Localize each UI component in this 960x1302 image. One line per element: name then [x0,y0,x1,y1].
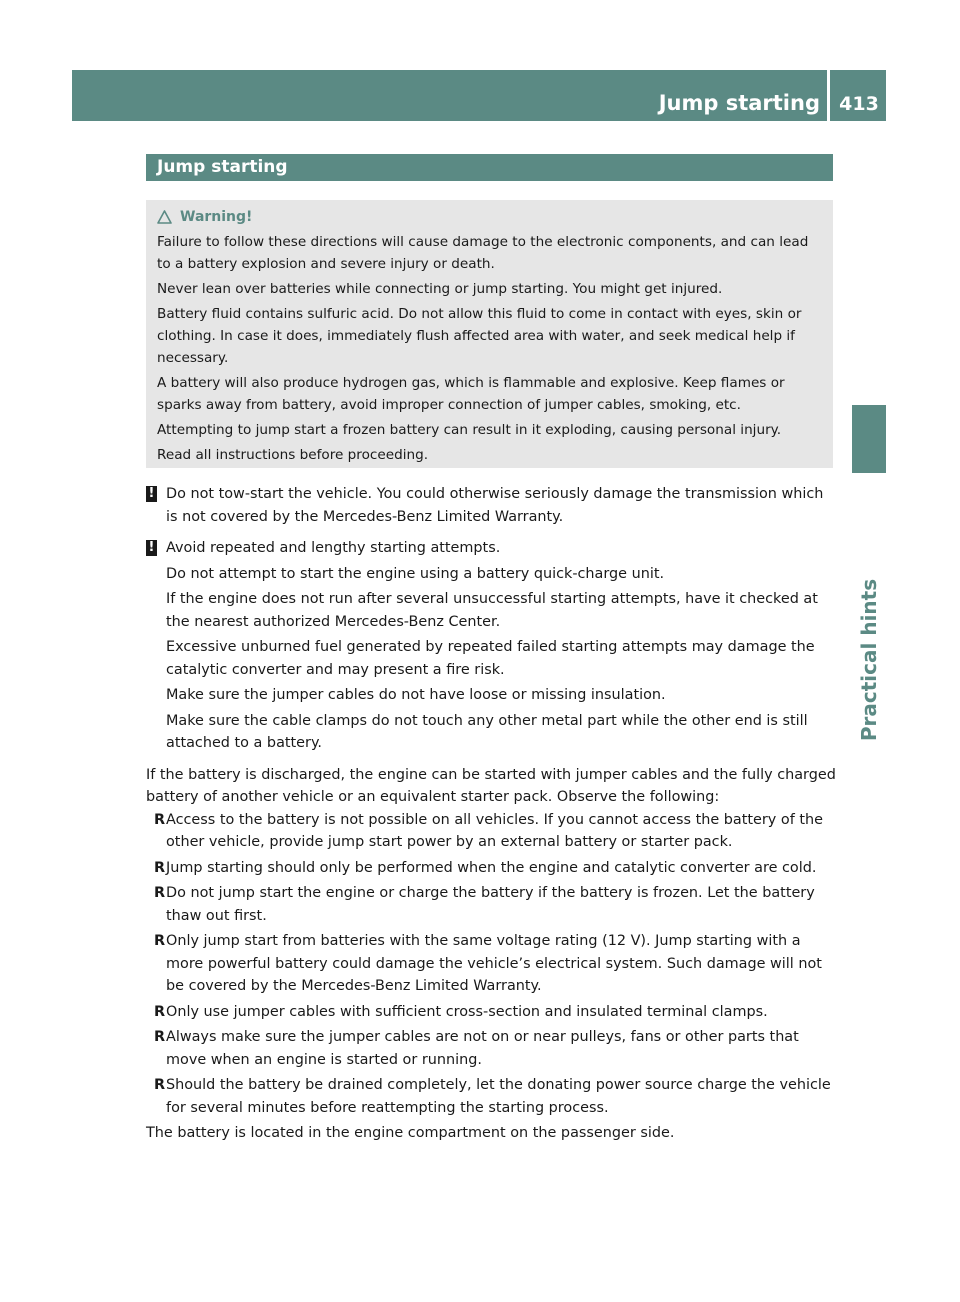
list-item-text: Should the battery be drained completely, let the donating power source charge the vehicle for several minutes before reattempting the starting process. [166,1077,831,1116]
bullet-list [146,809,836,1120]
list-item-text: Jump starting should only be performed when the engine and catalytic converter are cold. [166,859,817,876]
bullet-icon: R [154,1077,166,1093]
list-item [146,1074,836,1119]
bullet-icon: R [154,811,166,828]
chapter-side-label-text: Practical hints [857,578,881,742]
exclamation-icon: ! [146,540,157,556]
bullet-icon: R [154,933,166,949]
note-text: Do not tow-start the vehicle. You could otherwise seriously damage the transmission which is not covered by the Mercedes-Benz Limited Warranty. [166,486,824,525]
main-content [146,483,836,1145]
closing-paragraph: The battery is located in the engine compartment on the passenger side. [146,1125,675,1141]
header-divider [827,70,830,121]
list-item [146,857,836,880]
chapter-title: Jump starting [658,91,820,115]
list-item-text: Always make sure the jumper cables are not on or near pulleys, fans or other parts that move when an engine is started or running. [166,1029,799,1068]
list-item [146,930,836,998]
list-item [146,1001,836,1024]
warning-triangle-icon [157,210,172,224]
warning-paragraph: Never lean over batteries while connecting or jump starting. You might get injured. [157,281,723,297]
list-item-text: Do not jump start the engine or charge the battery if the battery is frozen. Let the battery thaw out first. [166,885,815,924]
warning-box [146,200,833,468]
list-item-text: Only use jumper cables with sufficient cross-section and insulated terminal clamps. [166,1003,768,1020]
note-block [146,483,836,528]
list-item [146,1026,836,1071]
bullet-icon: R [154,1003,166,1020]
warning-title [157,206,825,228]
list-item [146,809,836,854]
note-text: Do not attempt to start the engine using a battery quick-charge unit. [166,565,665,582]
warning-paragraph: Failure to follow these directions will cause damage to the electronic components, and can lead to a battery explosion and severe injury or death. [157,234,809,272]
warning-paragraph: Battery fluid contains sulfuric acid. Do not allow this fluid to come in contact with eyes, skin or clothing. In case it does, immediately flush affected area with water, and seek medical help if necessary. [157,306,802,366]
list-item [146,882,836,927]
bullet-icon: R [154,885,166,901]
warning-paragraph: A battery will also produce hydrogen gas, which is flammable and explosive. Keep flames or sparks away from battery, avoid improper connection of jumper cables, smoking, etc. [157,375,785,413]
page-header [72,70,886,121]
note-text: Avoid repeated and lengthy starting attempts. [166,540,501,556]
note-block [146,537,836,755]
list-item-text: Access to the battery is not possible on all vehicles. If you cannot access the battery of the other vehicle, provide jump start power by an external battery or starter pack. [166,811,823,850]
bullet-icon: R [154,859,166,876]
list-item-text: Only jump start from batteries with the same voltage rating (12 V). Jump starting with a more powerful battery could damage the vehicle’s electrical system. Such damage will not be covered by the Mercedes-Benz Limited Warranty. [166,933,822,994]
intro-paragraph: If the battery is discharged, the engine can be started with jumper cables and the fully charged battery of another vehicle or an equivalent starter pack. Observe the following: [146,766,836,805]
warning-paragraph: Attempting to jump start a frozen battery can result in it exploding, causing personal injury. [157,422,782,438]
exclamation-icon: ! [146,486,157,502]
chapter-tab [852,405,886,473]
page-number: 413 [839,93,879,115]
bullet-icon: R [154,1029,166,1045]
note-text: Make sure the cable clamps do not touch any other metal part while the other end is still attached to a battery. [166,712,808,751]
note-text: Make sure the jumper cables do not have loose or missing insulation. [166,687,666,703]
warning-title-text: Warning! [180,209,253,225]
warning-paragraph: Read all instructions before proceeding. [157,447,429,463]
note-text: If the engine does not run after several unsuccessful starting attempts, have it checked at the nearest authorized Mercedes-Benz Center. [166,591,818,630]
section-heading: Jump starting [146,154,833,181]
note-text: Excessive unburned fuel generated by repeated failed starting attempts may damage the catalytic converter and may present a fire risk. [166,639,815,678]
